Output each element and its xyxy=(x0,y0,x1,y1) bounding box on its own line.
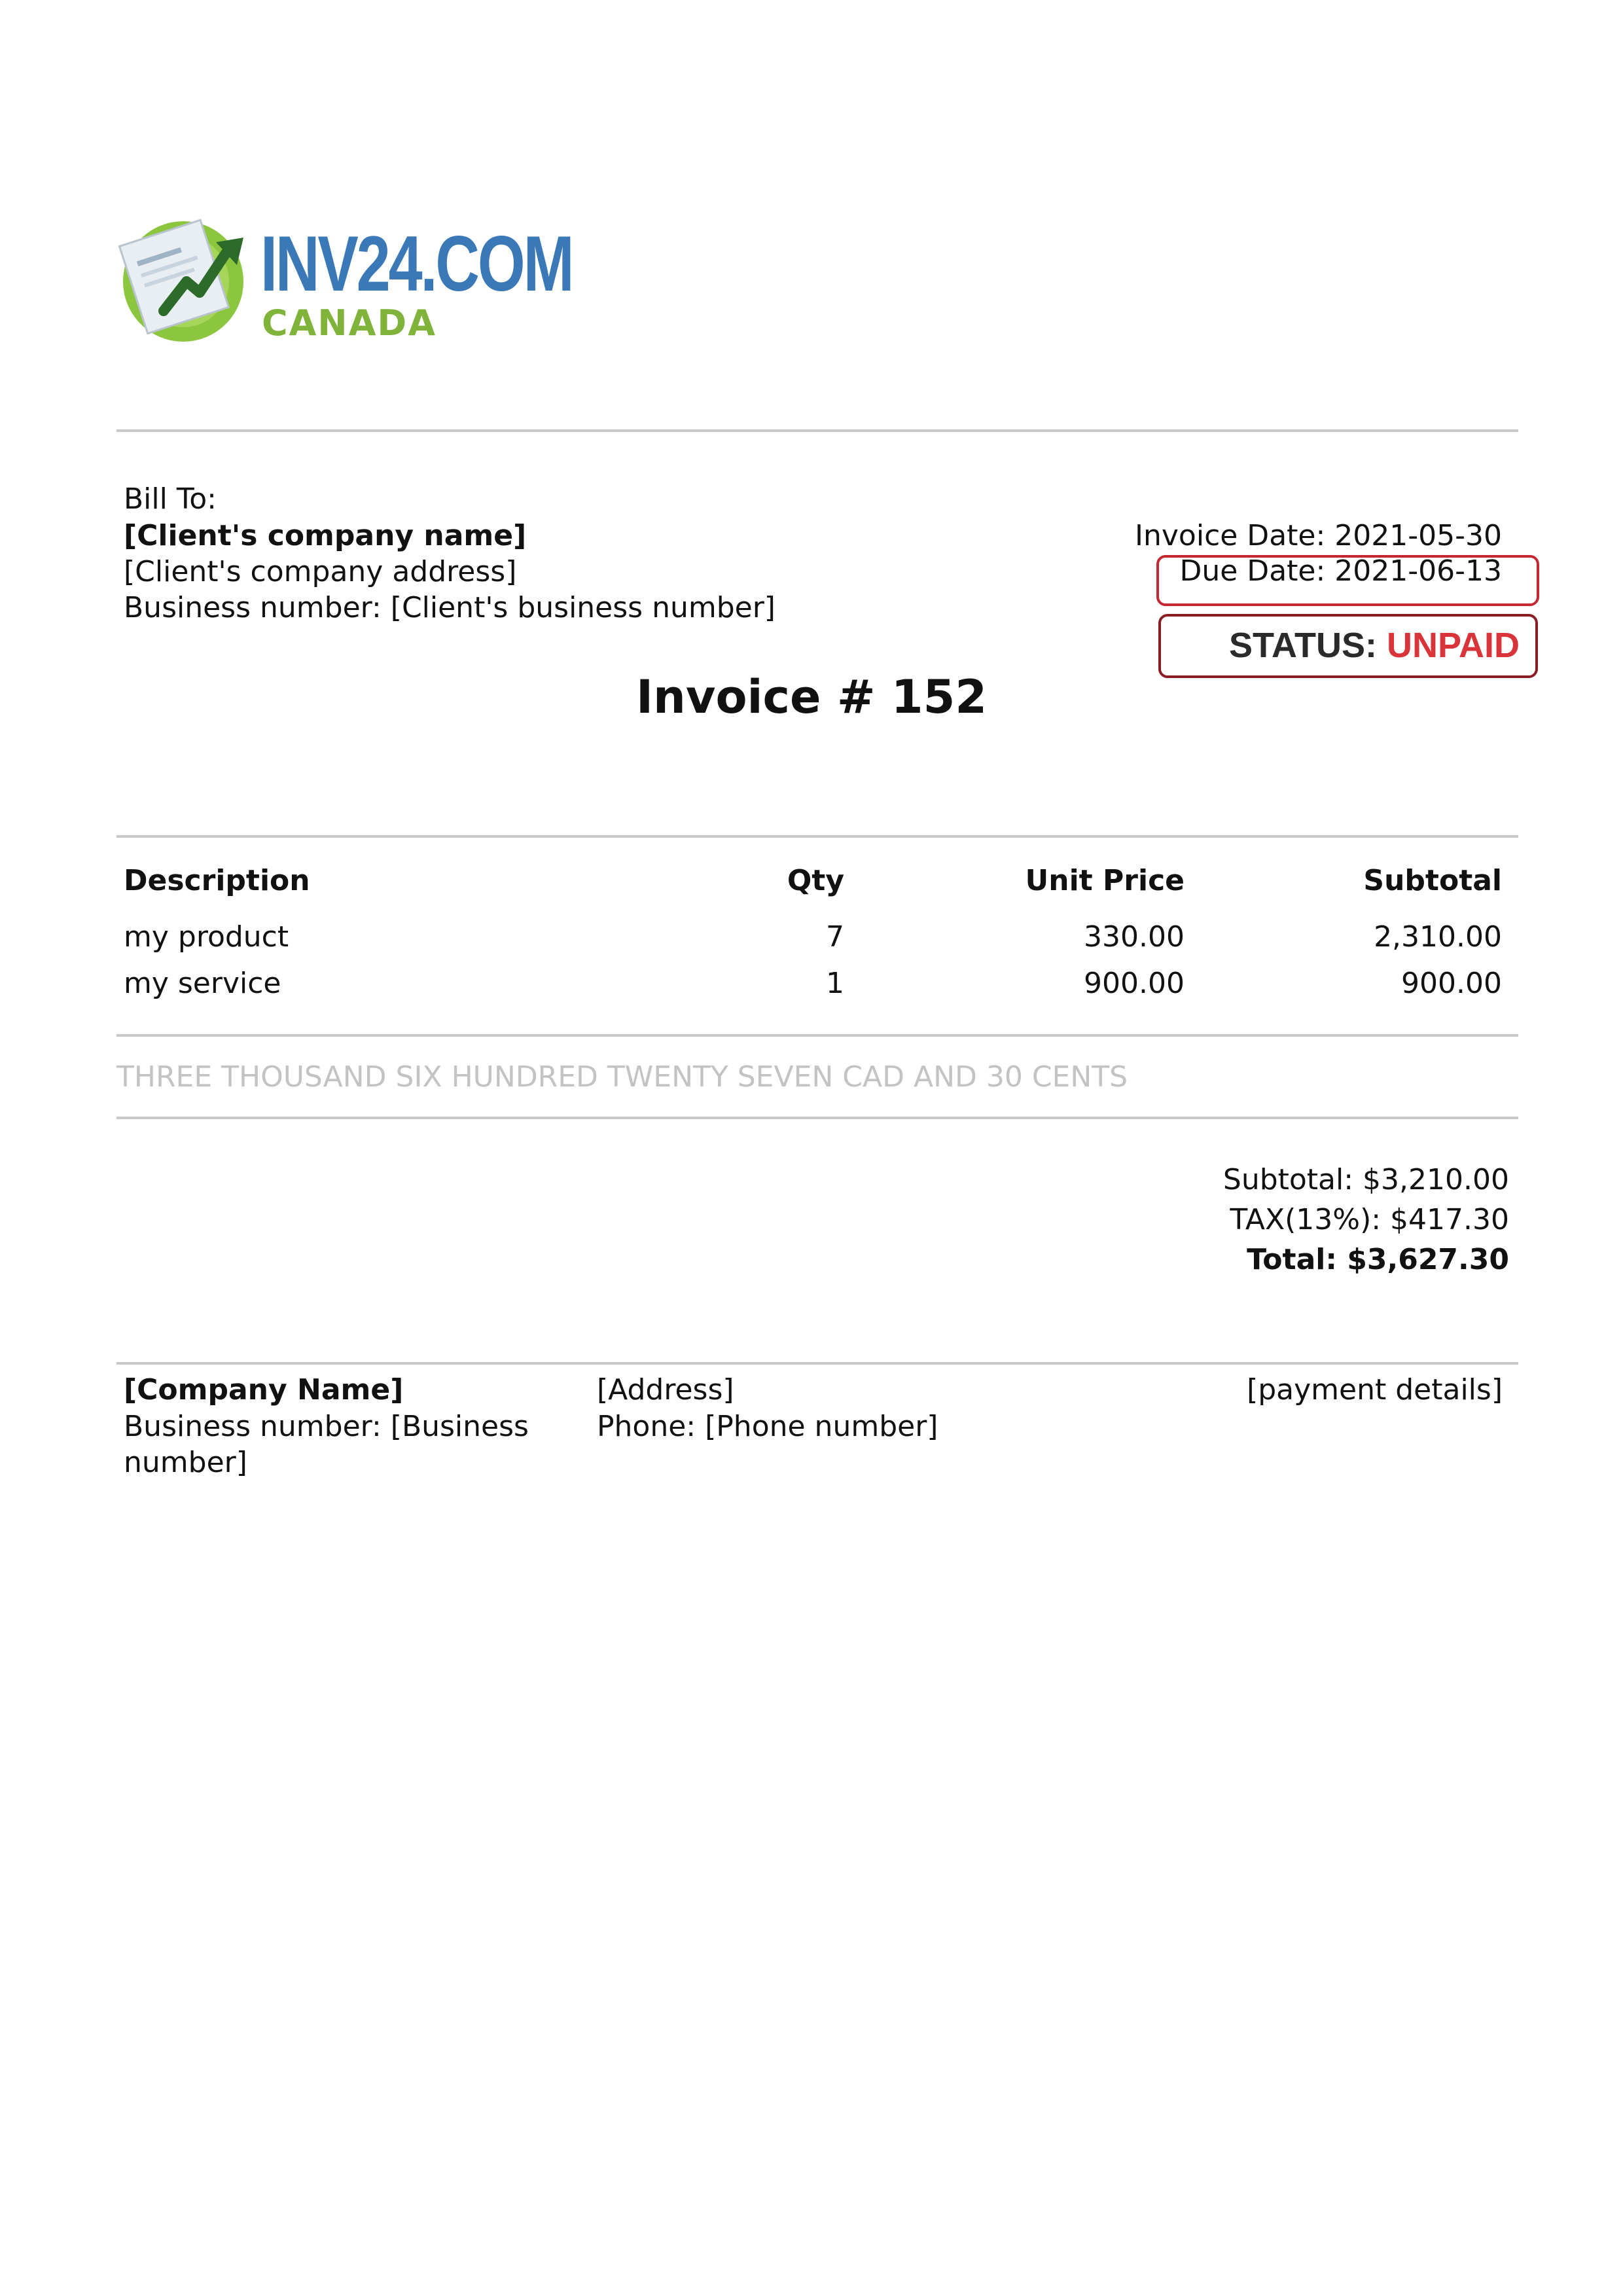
row-unit-price: 900.00 xyxy=(1084,967,1185,1000)
totals-subtotal: Subtotal: $3,210.00 xyxy=(1222,1163,1509,1196)
invoice-title: Invoice # 152 xyxy=(635,670,988,724)
invoice-date: Invoice Date: 2021-05-30 xyxy=(1135,519,1502,552)
client-company-address: [Client's company address] xyxy=(124,555,517,588)
footer-phone: Phone: [Phone number] xyxy=(597,1410,938,1443)
due-date: Due Date: 2021-06-13 xyxy=(1179,554,1502,588)
column-header-description: Description xyxy=(124,864,310,897)
table-bottom-divider xyxy=(116,1034,1518,1037)
client-company-name: [Client's company name] xyxy=(124,519,527,552)
footer-payment-details: [payment details] xyxy=(1247,1373,1503,1407)
status-badge: UNPAID xyxy=(1386,626,1520,665)
bill-to-heading: Bill To: xyxy=(124,482,217,516)
footer-business-number: Business number: [Business xyxy=(124,1410,529,1443)
row-qty: 7 xyxy=(826,920,844,954)
column-header-qty: Qty xyxy=(787,864,844,897)
column-header-subtotal: Subtotal xyxy=(1363,864,1502,897)
header-divider xyxy=(116,429,1518,432)
row-description: my service xyxy=(124,967,281,1000)
logo-sub-text: CANADA xyxy=(262,302,437,344)
words-divider xyxy=(116,1117,1518,1119)
company-logo xyxy=(118,213,573,350)
row-qty: 1 xyxy=(826,967,844,1000)
footer-divider xyxy=(116,1362,1518,1365)
table-top-divider xyxy=(116,835,1518,838)
status-line xyxy=(1229,624,1520,666)
totals-tax: TAX(13%): $417.30 xyxy=(1230,1203,1509,1236)
logo-main-text: INV24.COM xyxy=(260,220,573,308)
footer-address: [Address] xyxy=(597,1373,734,1407)
row-subtotal: 2,310.00 xyxy=(1374,920,1502,954)
totals-grand-total: Total: $3,627.30 xyxy=(1247,1243,1509,1276)
amount-in-words: THREE THOUSAND SIX HUNDRED TWENTY SEVEN CAD AND 30 CENTS xyxy=(116,1060,1128,1094)
status-label: STATUS: xyxy=(1229,626,1377,665)
row-description: my product xyxy=(124,920,289,954)
footer-company-name: [Company Name] xyxy=(124,1373,404,1407)
client-business-number: Business number: [Client's business number] xyxy=(124,591,776,624)
column-header-unit-price: Unit Price xyxy=(1025,864,1185,897)
footer-business-number-cont: number] xyxy=(124,1446,247,1479)
row-subtotal: 900.00 xyxy=(1401,967,1502,1000)
row-unit-price: 330.00 xyxy=(1084,920,1185,954)
